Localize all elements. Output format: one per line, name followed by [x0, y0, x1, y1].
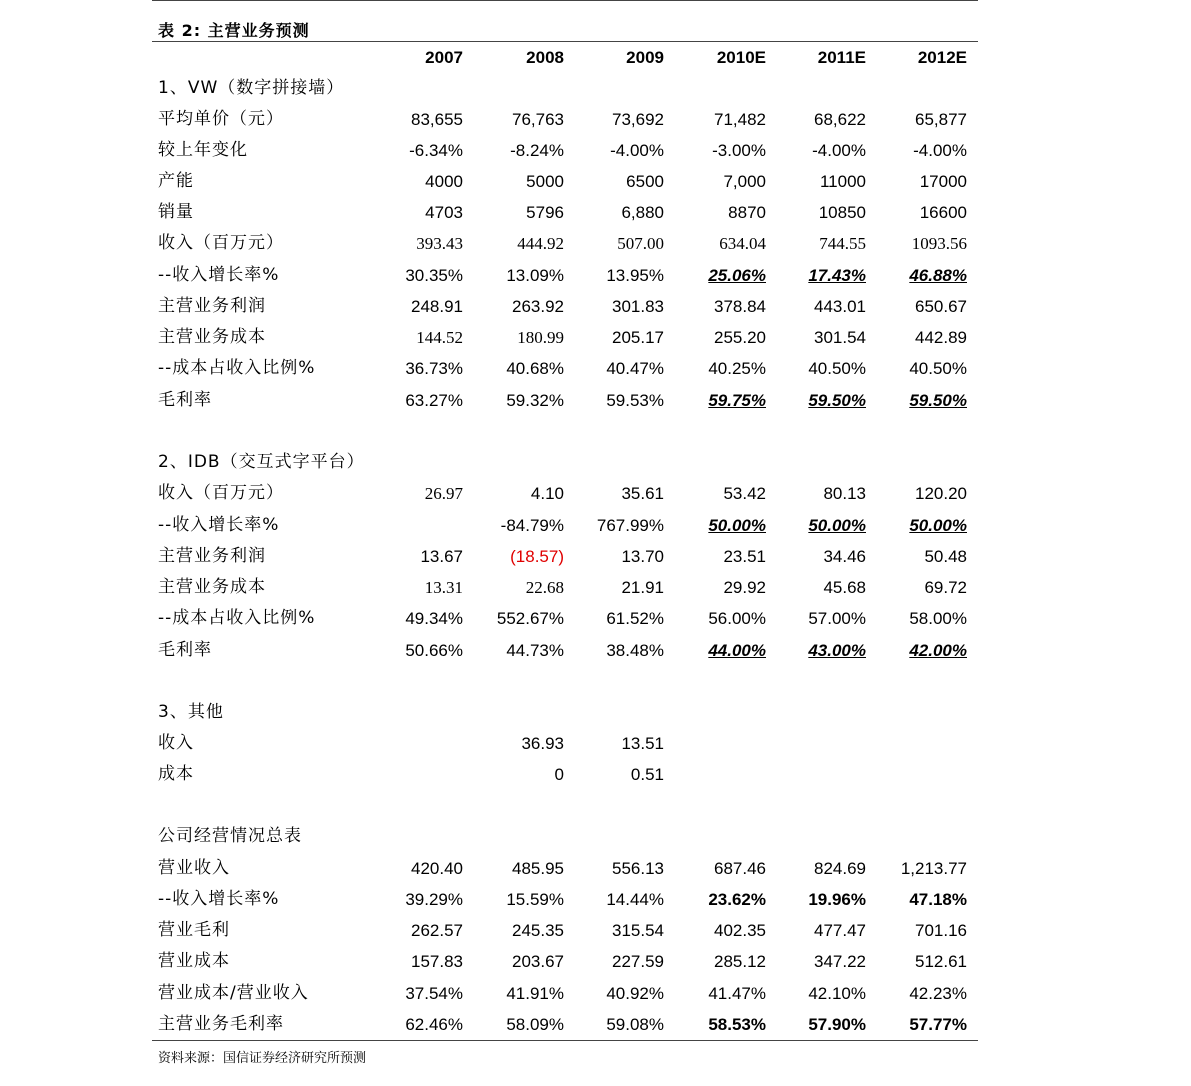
table-cell: 35.61: [621, 484, 664, 503]
table-cell: 23.51: [723, 547, 766, 566]
table-cell: 13.31: [424, 578, 463, 597]
table-cell: 23.62%: [708, 890, 766, 909]
table-cell: 65,877: [915, 110, 967, 129]
table-cell: 29.92: [723, 578, 766, 597]
table-cell: 59.50%: [808, 391, 866, 410]
table-cell: 14.44%: [606, 890, 664, 909]
table-cell: 40.50%: [909, 359, 967, 378]
year-header: 2007: [425, 48, 463, 67]
table-row: [0, 353, 1191, 384]
table-row: [0, 291, 1191, 322]
table-cell: -84.79%: [500, 516, 564, 535]
table-cell: -6.34%: [409, 141, 463, 160]
table-row: [0, 510, 1191, 541]
source-note: 资料来源：国信证券经济研究所预测: [158, 1051, 367, 1066]
table-cell: 245.35: [512, 921, 564, 940]
table-cell: 59.08%: [606, 1015, 664, 1034]
table-cell: 7,000: [723, 172, 766, 191]
table-row: [0, 759, 1191, 790]
table-cell: 36.73%: [405, 359, 463, 378]
row-label: --成本占收入比例%: [158, 608, 316, 628]
table-cell: 41.47%: [708, 984, 766, 1003]
table-title: 表 2: 主营业务预测: [158, 21, 310, 40]
table-cell: 59.53%: [606, 391, 664, 410]
table-cell: 824.69: [814, 859, 866, 878]
table-cell: 16600: [919, 203, 967, 222]
row-label: 收入（百万元）: [158, 233, 284, 253]
table-row: [0, 728, 1191, 759]
table-cell: 49.34%: [405, 609, 463, 628]
table-cell: 69.72: [924, 578, 967, 597]
section-heading-other: [0, 697, 1191, 728]
table-cell: 347.22: [814, 952, 866, 971]
table-row: [0, 322, 1191, 353]
table-cell: 477.47: [814, 921, 866, 940]
row-label: 主营业务利润: [158, 546, 266, 566]
table-cell: 144.52: [416, 328, 463, 347]
table-cell: 58.00%: [909, 609, 967, 628]
row-label: 销量: [158, 202, 194, 222]
table-cell: 40.47%: [606, 359, 664, 378]
section-heading-label: 1、VW（数字拼接墙）: [158, 78, 345, 98]
table-cell: 120.20: [915, 484, 967, 503]
table-cell: 34.46: [823, 547, 866, 566]
table-cell: 443.01: [814, 297, 866, 316]
row-label: 毛利率: [158, 390, 212, 410]
table-cell: 650.67: [915, 297, 967, 316]
table-row: [0, 603, 1191, 634]
table-cell: 420.40: [411, 859, 463, 878]
table-row: [0, 260, 1191, 291]
table-cell: 59.50%: [909, 391, 967, 410]
table-row: [0, 104, 1191, 135]
row-label: --收入增长率%: [158, 265, 280, 285]
table-cell: 512.61: [915, 952, 967, 971]
table-row: [0, 197, 1191, 228]
table-cell: 0: [554, 765, 564, 784]
year-header: 2010E: [716, 48, 766, 67]
table-cell: 57.00%: [808, 609, 866, 628]
table-cell: 43.00%: [808, 641, 866, 660]
table-cell: 248.91: [411, 297, 463, 316]
table-cell: 26.97: [424, 484, 463, 503]
table-cell: 58.53%: [708, 1015, 766, 1034]
table-cell: 80.13: [823, 484, 866, 503]
table-cell: 552.67%: [496, 609, 564, 628]
table-cell: 767.99%: [596, 516, 664, 535]
row-label: 营业收入: [158, 858, 230, 878]
table-cell: 50.48: [924, 547, 967, 566]
table-cell: 13.95%: [606, 266, 664, 285]
table-cell: 13.70: [621, 547, 664, 566]
table-cell: 507.00: [617, 234, 664, 253]
table-cell: 57.90%: [808, 1015, 866, 1034]
table-cell: 634.04: [719, 234, 766, 253]
table-cell: 25.06%: [708, 266, 766, 285]
table-cell: 63.27%: [405, 391, 463, 410]
row-label: 收入（百万元）: [158, 483, 284, 503]
table-cell: 37.54%: [405, 984, 463, 1003]
year-header-row: [0, 42, 1191, 73]
table-row: [0, 884, 1191, 915]
table-cell: 45.68: [823, 578, 866, 597]
table-cell: 227.59: [612, 952, 664, 971]
table-cell-negative: (18.57): [510, 547, 564, 566]
section-heading-label: 2、IDB（交互式字平台）: [158, 452, 365, 472]
row-label: --成本占收入比例%: [158, 358, 316, 378]
table-cell: -3.00%: [712, 141, 766, 160]
row-label: --收入增长率%: [158, 515, 280, 535]
table-cell: 5000: [526, 172, 564, 191]
table-row: [0, 385, 1191, 416]
table-cell: 378.84: [714, 297, 766, 316]
table-cell: 42.23%: [909, 984, 967, 1003]
table-cell: 36.93: [521, 734, 564, 753]
table-cell: 744.55: [819, 234, 866, 253]
table-row: [0, 572, 1191, 603]
table-cell: 40.68%: [506, 359, 564, 378]
table-cell: 71,482: [714, 110, 766, 129]
table-cell: 262.57: [411, 921, 463, 940]
table-cell: 485.95: [512, 859, 564, 878]
table-cell: -8.24%: [510, 141, 564, 160]
table-cell: -4.00%: [610, 141, 664, 160]
table-cell: 442.89: [915, 328, 967, 347]
table-cell: 5796: [526, 203, 564, 222]
table-cell: 62.46%: [405, 1015, 463, 1034]
table-cell: -4.00%: [812, 141, 866, 160]
table-cell: 1093.56: [911, 234, 967, 253]
section-heading-label: 3、其他: [158, 702, 224, 722]
table-cell: 4.10: [530, 484, 564, 503]
table-cell: 56.00%: [708, 609, 766, 628]
table-cell: 21.91: [621, 578, 664, 597]
table-cell: 8870: [728, 203, 766, 222]
table-cell: 10850: [818, 203, 866, 222]
table-cell: 50.66%: [405, 641, 463, 660]
row-label: 主营业务成本: [158, 327, 266, 347]
table-cell: 687.46: [714, 859, 766, 878]
year-header: 2008: [526, 48, 564, 67]
table-row: [0, 228, 1191, 259]
table-cell: 40.92%: [606, 984, 664, 1003]
table-cell: 42.00%: [909, 641, 967, 660]
row-label: 成本: [158, 764, 194, 784]
table-cell: 42.10%: [808, 984, 866, 1003]
table-cell: 4000: [425, 172, 463, 191]
table-cell: 701.16: [915, 921, 967, 940]
table-cell: 47.18%: [909, 890, 967, 909]
table-cell: 50.00%: [808, 516, 866, 535]
table-cell: 13.09%: [506, 266, 564, 285]
table-cell: 203.67: [512, 952, 564, 971]
table-row: [0, 635, 1191, 666]
row-label: 较上年变化: [158, 140, 248, 160]
table-cell: 205.17: [612, 328, 664, 347]
table-cell: 180.99: [517, 328, 564, 347]
table-cell: 50.00%: [909, 516, 967, 535]
table-cell: 61.52%: [606, 609, 664, 628]
table-cell: 40.25%: [708, 359, 766, 378]
table-cell: 41.91%: [506, 984, 564, 1003]
year-header: 2009: [626, 48, 664, 67]
year-header: 2012E: [917, 48, 967, 67]
section-heading-label: 公司经营情况总表: [158, 826, 302, 846]
row-label: 营业成本: [158, 951, 230, 971]
table-cell: 38.48%: [606, 641, 664, 660]
table-row: [0, 946, 1191, 977]
table-cell: 59.75%: [708, 391, 766, 410]
table-cell: 30.35%: [405, 266, 463, 285]
table-cell: 19.96%: [808, 890, 866, 909]
table-cell: 315.54: [612, 921, 664, 940]
table-cell: 39.29%: [405, 890, 463, 909]
table-cell: 393.43: [416, 234, 463, 253]
table-cell: 11000: [819, 172, 866, 191]
table-cell: 301.54: [814, 328, 866, 347]
table-row: [0, 135, 1191, 166]
row-label: 平均单价（元）: [158, 109, 284, 129]
row-label: 主营业务利润: [158, 296, 266, 316]
top-rule: [152, 0, 978, 1]
row-label: 主营业务成本: [158, 577, 266, 597]
table-cell: 17000: [919, 172, 967, 191]
row-label: 营业成本/营业收入: [158, 983, 309, 1003]
table-cell: 255.20: [714, 328, 766, 347]
row-label: 毛利率: [158, 640, 212, 660]
table-cell: 4703: [425, 203, 463, 222]
section-heading-idb: [0, 447, 1191, 478]
table-cell: 44.00%: [708, 641, 766, 660]
table-cell: 53.42: [723, 484, 766, 503]
table-cell: 59.32%: [506, 391, 564, 410]
table-cell: 46.88%: [909, 266, 967, 285]
row-label: --收入增长率%: [158, 889, 280, 909]
table-cell: 68,622: [814, 110, 866, 129]
section-heading-vw: [0, 73, 1191, 104]
table-cell: -4.00%: [913, 141, 967, 160]
row-label: 产能: [158, 171, 194, 191]
table-cell: 13.51: [621, 734, 664, 753]
table-cell: 73,692: [612, 110, 664, 129]
table-cell: 13.67: [420, 547, 463, 566]
table-row: [0, 478, 1191, 509]
table-cell: 263.92: [512, 297, 564, 316]
table-cell: 0.51: [630, 765, 664, 784]
table-cell: 50.00%: [708, 516, 766, 535]
table-row: [0, 541, 1191, 572]
table-cell: 17.43%: [808, 266, 866, 285]
table-row: [0, 915, 1191, 946]
table-cell: 444.92: [517, 234, 564, 253]
year-header: 2011E: [817, 48, 866, 67]
table-cell: 40.50%: [808, 359, 866, 378]
table-cell: 1,213.77: [900, 859, 967, 878]
table-cell: 76,763: [512, 110, 564, 129]
table-row: [0, 166, 1191, 197]
table-cell: 6500: [626, 172, 664, 191]
row-label: 收入: [158, 733, 194, 753]
bottom-rule: [152, 1040, 978, 1041]
table-row: [0, 978, 1191, 1009]
table-cell: 157.83: [411, 952, 463, 971]
table-cell: 285.12: [714, 952, 766, 971]
table-cell: 58.09%: [506, 1015, 564, 1034]
table-cell: 83,655: [411, 110, 463, 129]
row-label: 营业毛利: [158, 920, 230, 940]
table-cell: 57.77%: [909, 1015, 967, 1034]
table-cell: 6,880: [621, 203, 664, 222]
row-label: 主营业务毛利率: [158, 1014, 284, 1034]
section-heading-summary: [0, 821, 1191, 852]
table-cell: 556.13: [612, 859, 664, 878]
table-row: [0, 1009, 1191, 1040]
table-row: [0, 853, 1191, 884]
table-cell: 301.83: [612, 297, 664, 316]
table-cell: 22.68: [525, 578, 564, 597]
table-cell: 402.35: [714, 921, 766, 940]
table-cell: 15.59%: [506, 890, 564, 909]
table-cell: 44.73%: [506, 641, 564, 660]
